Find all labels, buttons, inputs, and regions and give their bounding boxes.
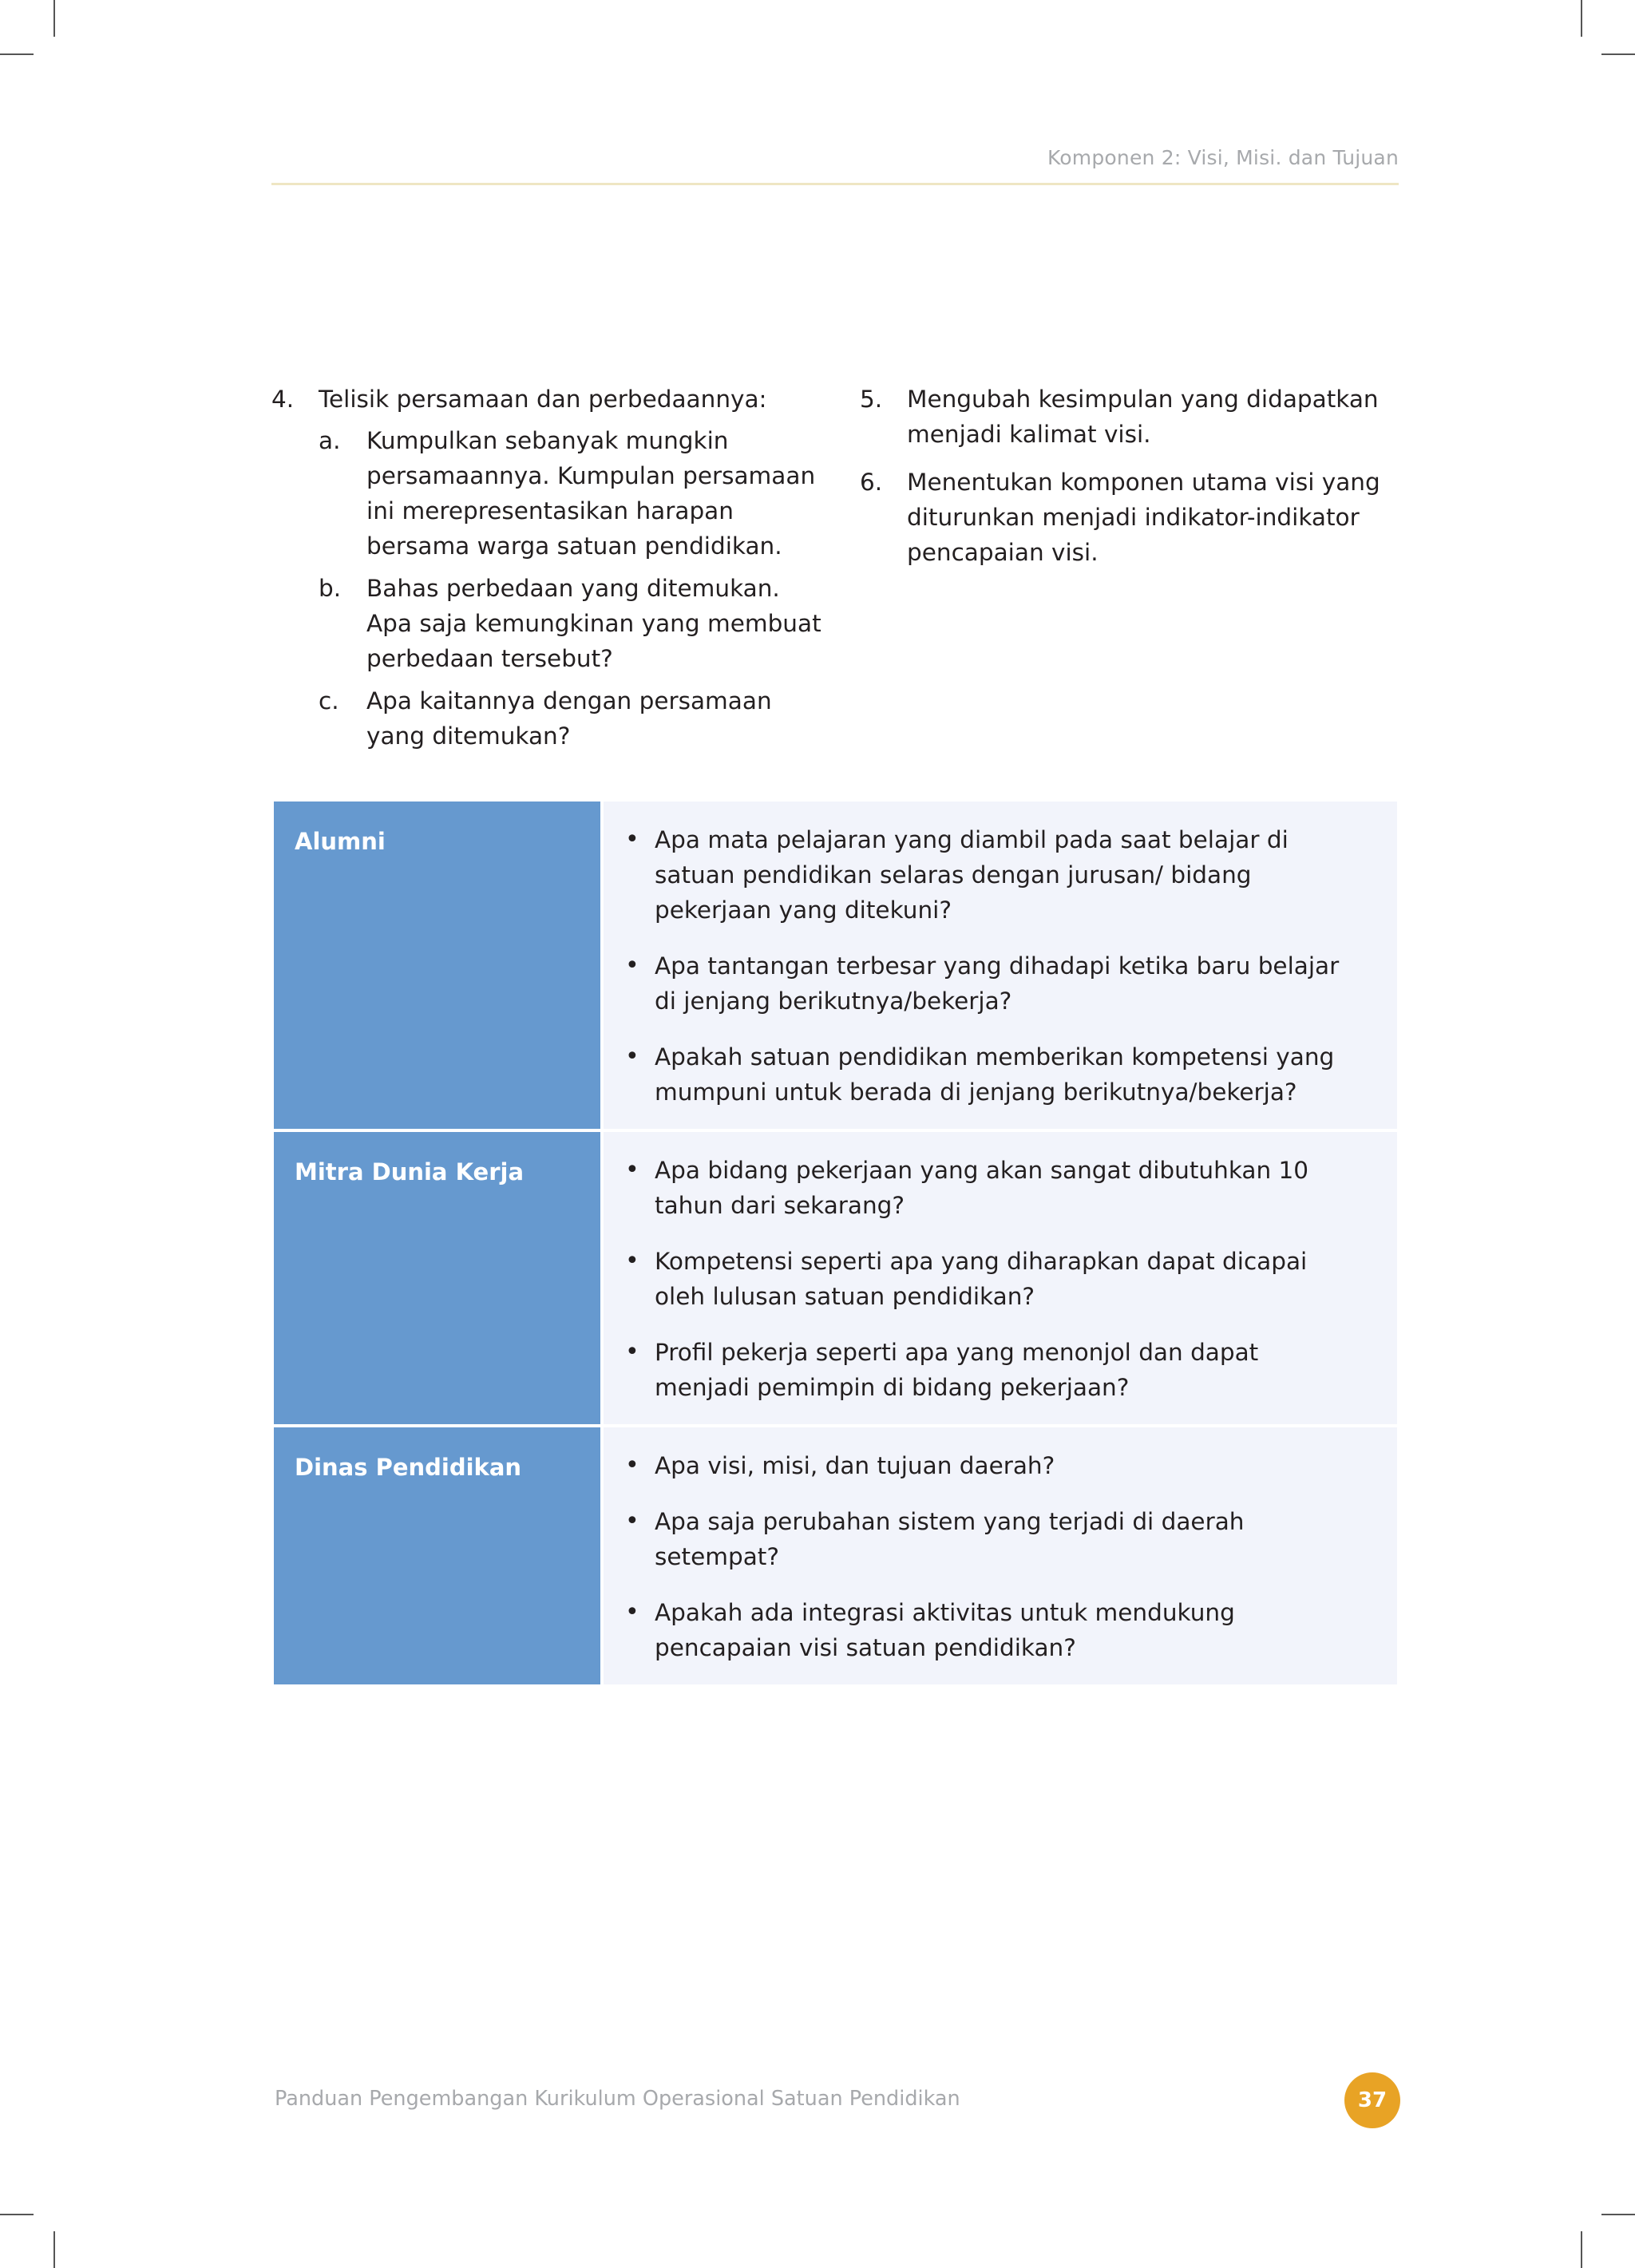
question-item bbox=[625, 948, 1349, 1019]
list-number: 4. bbox=[271, 386, 295, 413]
question-text: Apa tantangan terbesar yang dihadapi ketika baru belajar di jenjang berikutnya/bekerja? bbox=[655, 952, 1340, 1015]
list-item bbox=[860, 382, 1387, 452]
bullet-icon: • bbox=[625, 1451, 639, 1479]
sub-list-letter: a. bbox=[319, 427, 341, 454]
sub-list-item bbox=[319, 683, 830, 754]
sub-list bbox=[319, 423, 830, 754]
bullet-icon: • bbox=[625, 825, 639, 853]
list-number: 5. bbox=[860, 386, 883, 413]
crop-mark bbox=[53, 0, 55, 37]
row-label-cell: Alumni bbox=[274, 802, 600, 1129]
list-text: Menentukan komponen utama visi yang diturunkan menjadi indikator-indikator pencapaian visi. bbox=[907, 469, 1380, 566]
sub-list-letter: b. bbox=[319, 575, 342, 602]
question-item bbox=[625, 1595, 1349, 1665]
question-text: Apa mata pelajaran yang diambil pada saat belajar di satuan pendidikan selaras dengan jurusan/ bidang pekerjaan yang ditekuni? bbox=[655, 826, 1289, 924]
question-text: Apa visi, misi, dan tujuan daerah? bbox=[655, 1452, 1055, 1479]
list-text: Telisik persamaan dan perbedaannya: bbox=[319, 386, 767, 413]
sub-list-text: Bahas perbedaan yang ditemukan. Apa saja kemungkinan yang membuat perbedaan tersebut? bbox=[366, 575, 821, 672]
questions-cell bbox=[604, 1132, 1397, 1424]
question-item bbox=[625, 1039, 1349, 1110]
right-steps-list bbox=[860, 382, 1387, 578]
left-steps-list bbox=[271, 382, 830, 762]
bullet-icon: • bbox=[625, 1043, 639, 1071]
question-text: Profil pekerja seperti apa yang menonjol dan dapat menjadi pemimpin di bidang pekerjaan? bbox=[655, 1339, 1259, 1401]
question-item bbox=[625, 822, 1349, 928]
table-row bbox=[274, 802, 1397, 1129]
sub-list-item bbox=[319, 423, 830, 564]
page-number-badge: 37 bbox=[1344, 2072, 1400, 2128]
question-item bbox=[625, 1504, 1349, 1574]
bullet-icon: • bbox=[625, 1507, 639, 1535]
list-item bbox=[860, 465, 1387, 570]
question-text: Apa bidang pekerjaan yang akan sangat dibutuhkan 10 tahun dari sekarang? bbox=[655, 1157, 1309, 1219]
list-number: 6. bbox=[860, 469, 883, 496]
sub-list-text: Kumpulkan sebanyak mungkin persamaannya. Kumpulan persamaan ini merepresentasikan harapan bersama warga satuan pendidikan. bbox=[366, 427, 816, 560]
bullet-icon: • bbox=[625, 952, 639, 980]
question-item bbox=[625, 1244, 1349, 1314]
crop-mark bbox=[1601, 2214, 1635, 2215]
crop-mark bbox=[1581, 0, 1582, 37]
list-item bbox=[271, 382, 830, 754]
question-text: Apakah satuan pendidikan memberikan kompetensi yang mumpuni untuk berada di jenjang berikutnya/bekerja? bbox=[655, 1043, 1335, 1106]
table-row bbox=[274, 1427, 1397, 1684]
crop-mark bbox=[1581, 2231, 1582, 2268]
questions-cell bbox=[604, 802, 1397, 1129]
row-label-cell: Mitra Dunia Kerja bbox=[274, 1132, 600, 1424]
sub-list-letter: c. bbox=[319, 687, 339, 714]
question-text: Apakah ada integrasi aktivitas untuk mendukung pencapaian visi satuan pendidikan? bbox=[655, 1599, 1235, 1661]
header-divider bbox=[271, 183, 1399, 185]
bullet-icon: • bbox=[625, 1247, 639, 1275]
row-label-cell: Dinas Pendidikan bbox=[274, 1427, 600, 1684]
crop-mark bbox=[0, 2214, 34, 2215]
sub-list-item bbox=[319, 571, 830, 676]
stakeholder-questions-table bbox=[274, 802, 1397, 1684]
crop-mark bbox=[1601, 53, 1635, 55]
crop-mark bbox=[0, 53, 34, 55]
questions-cell bbox=[604, 1427, 1397, 1684]
question-item bbox=[625, 1153, 1349, 1223]
question-item bbox=[625, 1448, 1349, 1483]
sub-list-text: Apa kaitannya dengan persamaan yang ditemukan? bbox=[366, 687, 772, 750]
footer-title: Panduan Pengembangan Kurikulum Operasional Satuan Pendidikan bbox=[275, 2087, 960, 2111]
question-text: Apa saja perubahan sistem yang terjadi di daerah setempat? bbox=[655, 1508, 1245, 1570]
list-text: Mengubah kesimpulan yang didapatkan menjadi kalimat visi. bbox=[907, 386, 1379, 448]
running-head: Komponen 2: Visi, Misi. dan Tujuan bbox=[1047, 146, 1399, 169]
question-text: Kompetensi seperti apa yang diharapkan dapat dicapai oleh lulusan satuan pendidikan? bbox=[655, 1248, 1308, 1310]
table-row bbox=[274, 1132, 1397, 1424]
bullet-icon: • bbox=[625, 1598, 639, 1626]
bullet-icon: • bbox=[625, 1338, 639, 1366]
crop-mark bbox=[53, 2231, 55, 2268]
question-item bbox=[625, 1335, 1349, 1405]
bullet-icon: • bbox=[625, 1156, 639, 1184]
